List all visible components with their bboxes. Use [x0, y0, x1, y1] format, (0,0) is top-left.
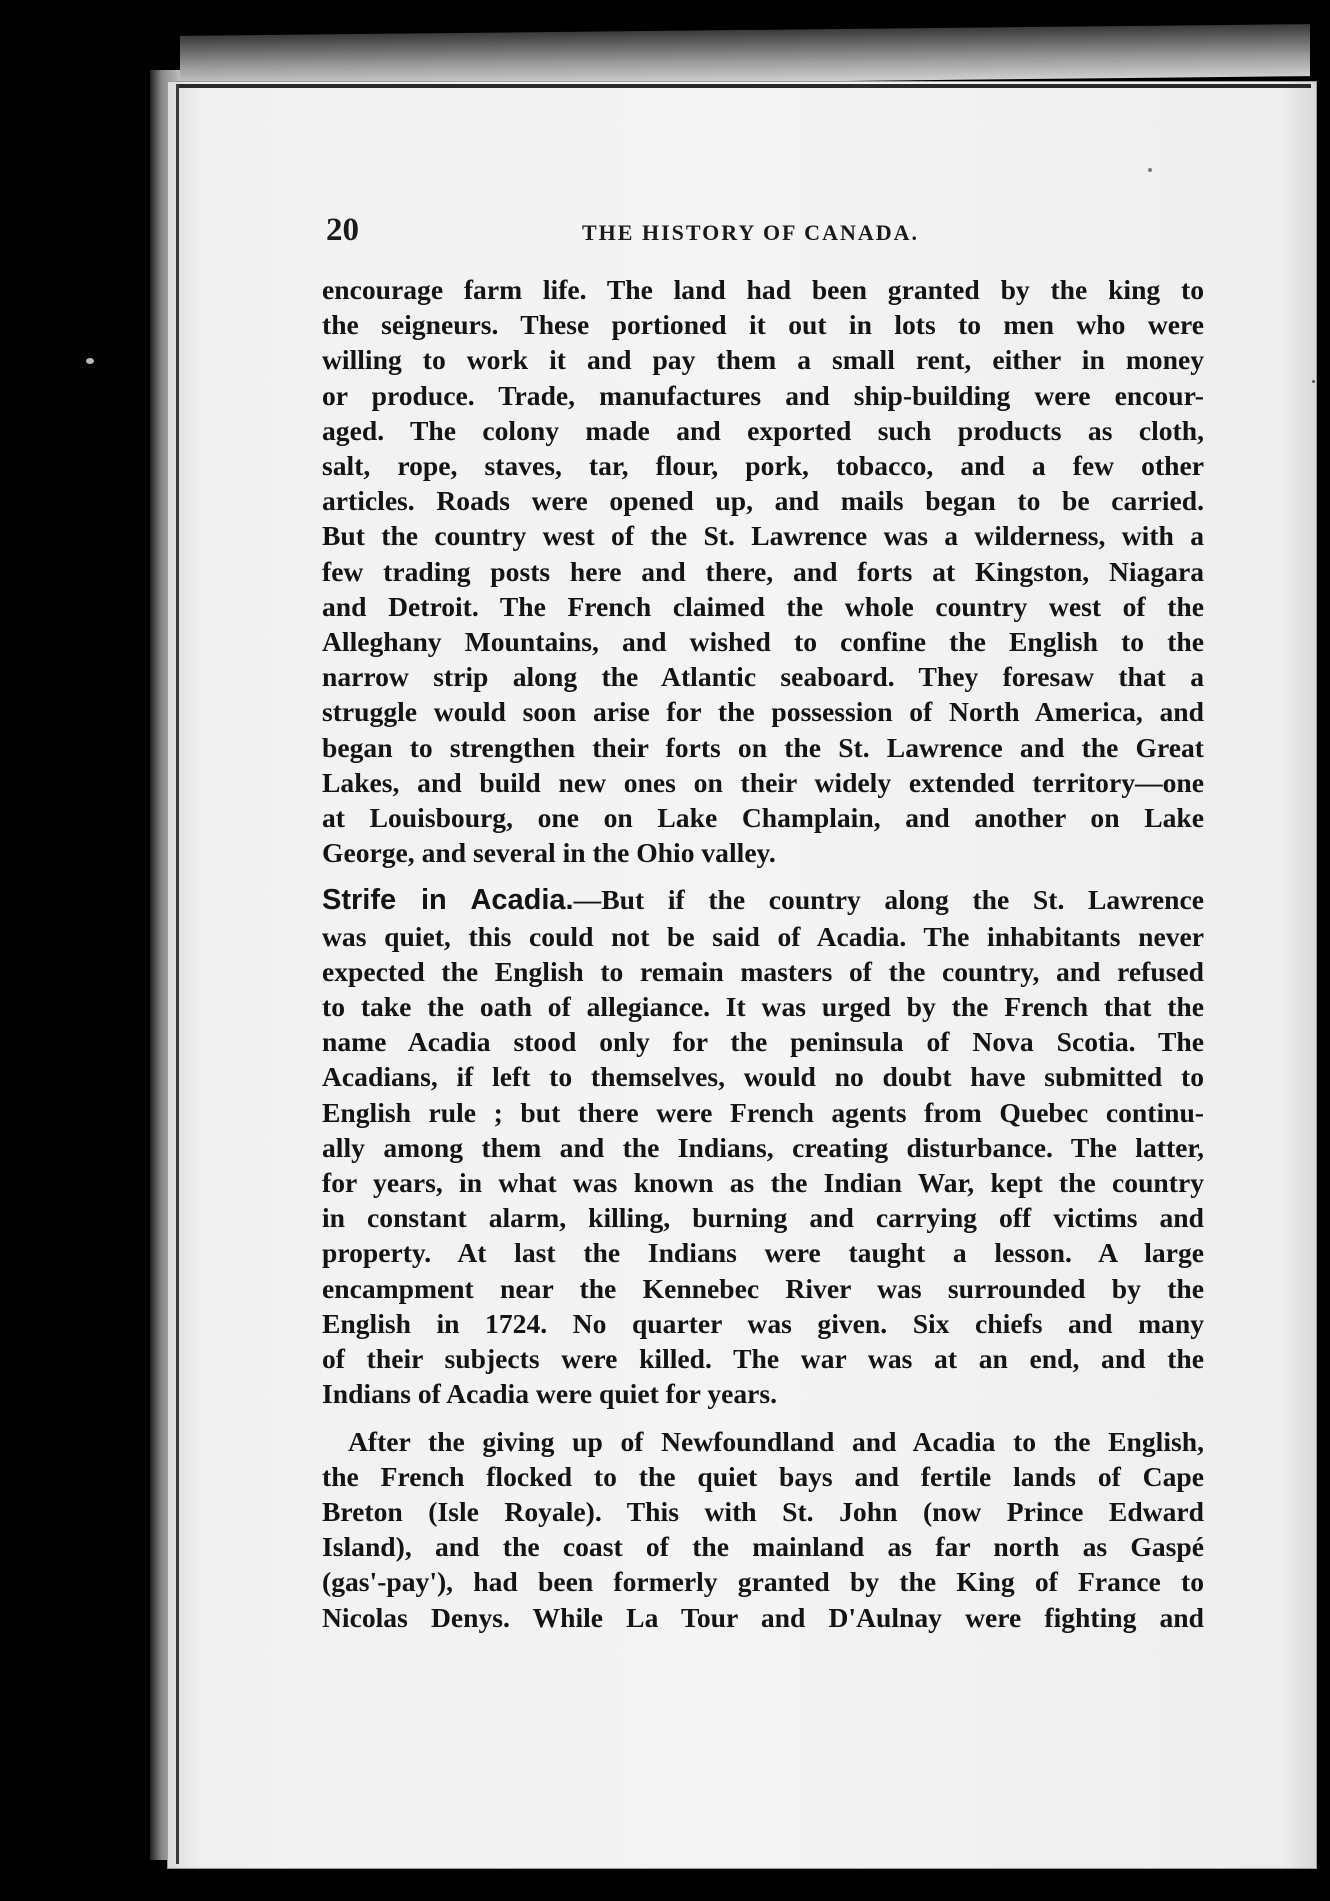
paragraph-3: [322, 1424, 1204, 1635]
text-line: willing to work it and pay them a small rent, either in money: [322, 344, 1204, 376]
text-line: (gas'-pay'), had been formerly granted by the King of France to: [322, 1566, 1204, 1598]
text-line: English in 1724. No quarter was given. Six chiefs and many: [322, 1307, 1204, 1339]
text-line: narrow strip along the Atlantic seaboard. They foresaw that a: [322, 661, 1204, 693]
text-line: or produce. Trade, manufactures and ship-building were encour-: [322, 379, 1204, 411]
text-line: in constant alarm, killing, burning and carrying off victims and: [322, 1202, 1204, 1234]
body-text: [322, 272, 1204, 1635]
text-line: ally among them and the Indians, creating disturbance. The latter,: [322, 1131, 1204, 1163]
text-line: the French flocked to the quiet bays and fertile lands of Cape: [322, 1460, 1204, 1492]
text-line: Alleghany Mountains, and wished to confine the English to the: [322, 626, 1204, 658]
page-border-top: [176, 84, 1311, 88]
text-line: of their subjects were killed. The war was at an end, and the: [322, 1343, 1204, 1375]
running-title: THE HISTORY OF CANADA.: [582, 220, 920, 245]
paragraph-2: [322, 882, 1204, 1411]
text-line: Island), and the coast of the mainland as far north as Gaspé: [322, 1531, 1204, 1563]
text-line: and Detroit. The French claimed the whole country west of the: [322, 590, 1204, 622]
text-line: property. At last the Indians were taught a lesson. A large: [322, 1237, 1204, 1269]
text-line: But the country west of the St. Lawrence was a wilderness, with a: [322, 520, 1204, 552]
text-line: [322, 882, 1204, 918]
text-line: encourage farm life. The land had been granted by the king to: [322, 274, 1204, 305]
text-line: expected the English to remain masters of the country, and refused: [322, 955, 1204, 987]
running-head: [326, 212, 1246, 252]
text-line: Breton (Isle Royale). This with St. John (now Prince Edward: [322, 1495, 1204, 1527]
text-line: encampment near the Kennebec River was surrounded by the: [322, 1272, 1204, 1304]
text-line: to take the oath of allegiance. It was urged by the French that the: [322, 991, 1204, 1023]
text-line: articles. Roads were opened up, and mails began to be carried.: [322, 485, 1204, 517]
text-line: Lakes, and build new ones on their widely extended territory—one: [322, 766, 1204, 798]
text-line: Acadians, if left to themselves, would no doubt have submitted to: [322, 1061, 1204, 1093]
text-line-continuation: —But if the country along the St. Lawrence: [573, 884, 1204, 916]
section-heading: Strife in Acadia.: [322, 884, 574, 917]
text-line: George, and several in the Ohio valley.: [322, 837, 776, 869]
scan-speck: [86, 358, 94, 364]
text-line: aged. The colony made and exported such products as cloth,: [322, 414, 1204, 446]
page-number: 20: [326, 212, 359, 248]
paragraph-1: [322, 272, 1204, 870]
scan-speck: [1312, 380, 1315, 383]
text-line: began to strengthen their forts on the St. Lawrence and the Great: [322, 731, 1204, 763]
text-line: After the giving up of Newfoundland and Acadia to the English,: [348, 1425, 1204, 1457]
page-top-edge: [180, 24, 1310, 88]
scan-speck: [1148, 168, 1152, 172]
text-line: name Acadia stood only for the peninsula of Nova Scotia. The: [322, 1026, 1204, 1058]
page-border-left: [176, 84, 179, 1864]
text-line: English rule ; but there were French agents from Quebec continu-: [322, 1096, 1204, 1128]
text-line: few trading posts here and there, and forts at Kingston, Niagara: [322, 555, 1204, 587]
text-line: Nicolas Denys. While La Tour and D'Aulnay were fighting and: [322, 1601, 1204, 1633]
text-line: for years, in what was known as the Indian War, kept the country: [322, 1167, 1204, 1199]
text-line: was quiet, this could not be said of Acadia. The inhabitants never: [322, 920, 1204, 952]
text-line: salt, rope, staves, tar, flour, pork, tobacco, and a few other: [322, 450, 1204, 482]
text-line: struggle would soon arise for the possession of North America, and: [322, 696, 1204, 728]
text-line: at Louisbourg, one on Lake Champlain, and another on Lake: [322, 802, 1204, 834]
text-line: Indians of Acadia were quiet for years.: [322, 1378, 778, 1410]
text-line: the seigneurs. These portioned it out in lots to men who were: [322, 309, 1204, 341]
